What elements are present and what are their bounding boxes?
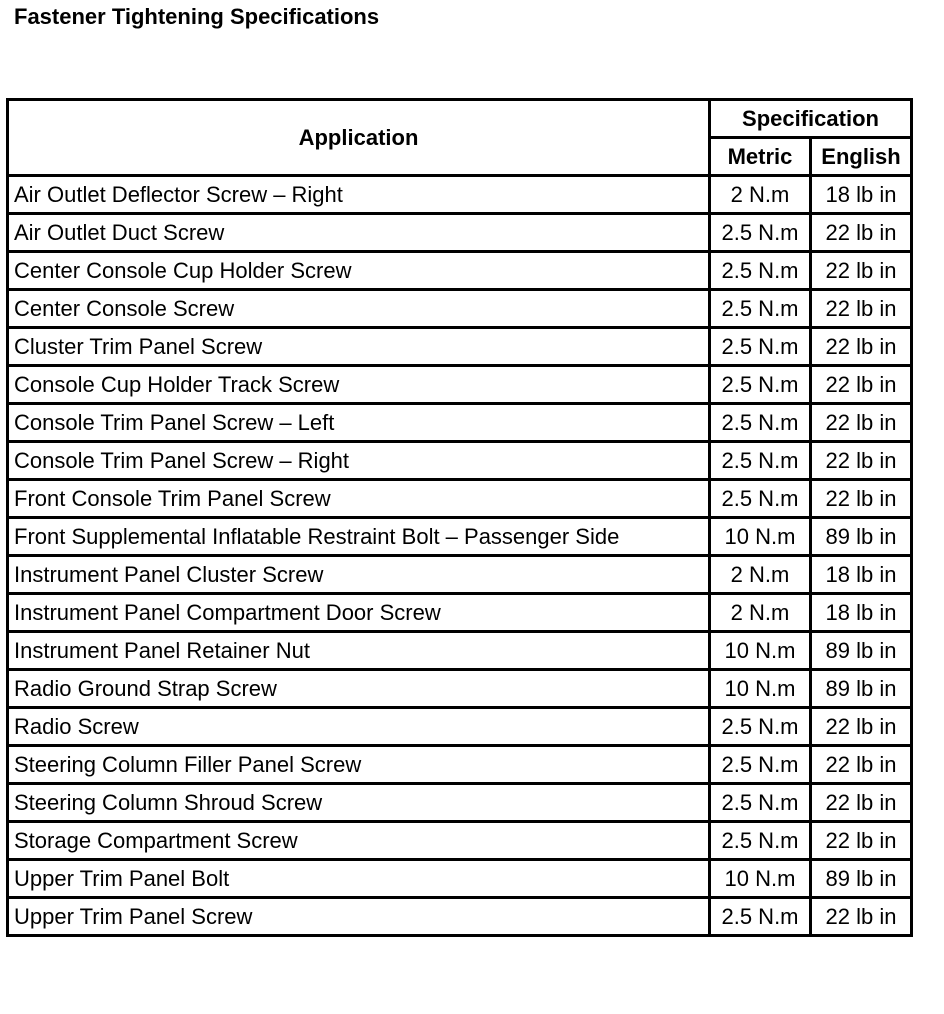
table-row [8, 594, 912, 632]
application-cell: Steering Column Filler Panel Screw [8, 746, 710, 784]
table-row [8, 708, 912, 746]
english-cell: 89 lb in [811, 518, 912, 556]
english-cell: 22 lb in [811, 708, 912, 746]
english-header: English [811, 138, 912, 176]
application-cell: Instrument Panel Retainer Nut [8, 632, 710, 670]
table-row [8, 518, 912, 556]
table-row [8, 252, 912, 290]
english-cell: 89 lb in [811, 860, 912, 898]
header-row-top [8, 100, 912, 138]
english-cell: 22 lb in [811, 252, 912, 290]
application-cell: Radio Ground Strap Screw [8, 670, 710, 708]
metric-cell: 10 N.m [710, 632, 811, 670]
table-row [8, 746, 912, 784]
application-header: Application [8, 100, 710, 176]
table-row [8, 860, 912, 898]
table-row [8, 784, 912, 822]
application-cell: Front Supplemental Inflatable Restraint Bolt – Passenger Side [8, 518, 710, 556]
english-cell: 22 lb in [811, 290, 912, 328]
metric-cell: 2 N.m [710, 556, 811, 594]
specification-header: Specification [710, 100, 912, 138]
metric-cell: 2.5 N.m [710, 442, 811, 480]
english-cell: 18 lb in [811, 176, 912, 214]
english-cell: 22 lb in [811, 822, 912, 860]
metric-cell: 2.5 N.m [710, 784, 811, 822]
metric-cell: 2 N.m [710, 594, 811, 632]
english-cell: 18 lb in [811, 594, 912, 632]
table-row [8, 176, 912, 214]
application-cell: Air Outlet Deflector Screw – Right [8, 176, 710, 214]
application-cell: Console Trim Panel Screw – Left [8, 404, 710, 442]
metric-cell: 2 N.m [710, 176, 811, 214]
english-cell: 22 lb in [811, 898, 912, 936]
metric-cell: 2.5 N.m [710, 366, 811, 404]
metric-cell: 2.5 N.m [710, 252, 811, 290]
application-cell: Console Cup Holder Track Screw [8, 366, 710, 404]
application-cell: Upper Trim Panel Bolt [8, 860, 710, 898]
application-cell: Instrument Panel Compartment Door Screw [8, 594, 710, 632]
metric-cell: 2.5 N.m [710, 290, 811, 328]
english-cell: 22 lb in [811, 442, 912, 480]
application-cell: Radio Screw [8, 708, 710, 746]
metric-cell: 2.5 N.m [710, 214, 811, 252]
table-row [8, 632, 912, 670]
application-cell: Center Console Cup Holder Screw [8, 252, 710, 290]
english-cell: 22 lb in [811, 480, 912, 518]
english-cell: 22 lb in [811, 784, 912, 822]
table-row [8, 556, 912, 594]
table-row [8, 898, 912, 936]
application-cell: Front Console Trim Panel Screw [8, 480, 710, 518]
application-cell: Upper Trim Panel Screw [8, 898, 710, 936]
metric-cell: 10 N.m [710, 860, 811, 898]
metric-cell: 10 N.m [710, 518, 811, 556]
english-cell: 22 lb in [811, 328, 912, 366]
application-cell: Steering Column Shroud Screw [8, 784, 710, 822]
application-cell: Instrument Panel Cluster Screw [8, 556, 710, 594]
english-cell: 22 lb in [811, 214, 912, 252]
table-body [8, 176, 912, 936]
application-cell: Storage Compartment Screw [8, 822, 710, 860]
table-row [8, 822, 912, 860]
application-cell: Air Outlet Duct Screw [8, 214, 710, 252]
english-cell: 22 lb in [811, 404, 912, 442]
table-row [8, 670, 912, 708]
application-cell: Console Trim Panel Screw – Right [8, 442, 710, 480]
table-header [8, 100, 912, 176]
english-cell: 89 lb in [811, 670, 912, 708]
metric-header: Metric [710, 138, 811, 176]
english-cell: 22 lb in [811, 746, 912, 784]
table-row [8, 442, 912, 480]
table-row [8, 404, 912, 442]
fastener-specifications-table [6, 98, 913, 937]
application-cell: Cluster Trim Panel Screw [8, 328, 710, 366]
metric-cell: 2.5 N.m [710, 708, 811, 746]
table-row [8, 480, 912, 518]
metric-cell: 2.5 N.m [710, 480, 811, 518]
table-row [8, 290, 912, 328]
metric-cell: 2.5 N.m [710, 404, 811, 442]
metric-cell: 10 N.m [710, 670, 811, 708]
english-cell: 18 lb in [811, 556, 912, 594]
table-row [8, 214, 912, 252]
metric-cell: 2.5 N.m [710, 328, 811, 366]
english-cell: 89 lb in [811, 632, 912, 670]
table-row [8, 366, 912, 404]
application-cell: Center Console Screw [8, 290, 710, 328]
metric-cell: 2.5 N.m [710, 822, 811, 860]
document-title: Fastener Tightening Specifications [14, 4, 380, 29]
metric-cell: 2.5 N.m [710, 898, 811, 936]
table-row [8, 328, 912, 366]
metric-cell: 2.5 N.m [710, 746, 811, 784]
english-cell: 22 lb in [811, 366, 912, 404]
